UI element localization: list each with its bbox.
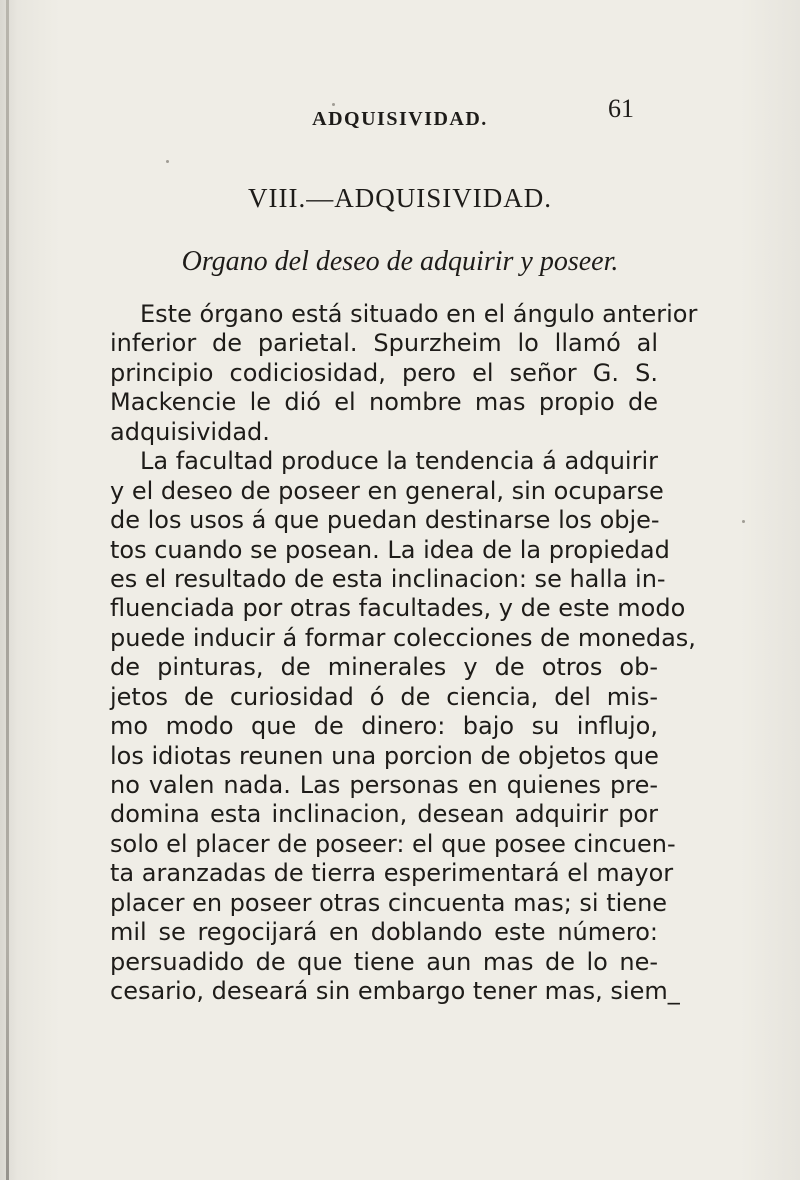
running-head: ADQUISIVIDAD.	[312, 108, 488, 130]
text-line: Este órgano está situado en el ángulo anterior	[140, 300, 698, 328]
text-line: mil se regocijará en doblando este número:	[110, 918, 658, 947]
paragraph-1	[110, 300, 698, 447]
paper-speck	[742, 520, 745, 523]
text-line: de pinturas, de minerales y de otros ob-	[110, 653, 658, 682]
text-line: La facultad produce la tendencia á adquirir	[140, 447, 658, 476]
text-line: puede inducir á formar colecciones de monedas,	[110, 623, 696, 652]
chapter-title: VIII.—ADQUISIVIDAD.	[248, 183, 552, 213]
text-line: persuadido de que tiene aun mas de lo ne-	[110, 947, 658, 976]
body-text	[110, 300, 698, 1007]
chapter-subtitle: Organo del deseo de adquirir y poseer.	[181, 246, 619, 277]
text-line: adquisividad.	[110, 417, 270, 446]
text-line: jetos de curiosidad ó de ciencia, del mis-	[110, 682, 658, 711]
text-line: y el deseo de poseer en general, sin ocuparse	[110, 476, 664, 505]
text-line: de los usos á que puedan destinarse los obje-	[110, 506, 660, 535]
text-line: es el resultado de esta inclinacion: se halla in-	[110, 564, 666, 593]
text-line: domina esta inclinacion, desean adquirir por	[110, 800, 658, 829]
text-line: Mackencie le dió el nombre mas propio de	[110, 388, 658, 417]
text-line: los idiotas reunen una porcion de objetos que	[110, 741, 659, 770]
page-number: 61	[608, 94, 634, 123]
text-line: cesario, deseará sin embargo tener mas, siem_	[110, 977, 680, 1006]
page-gutter-shadow	[6, 0, 9, 1180]
paper-speck	[332, 103, 335, 106]
text-line: ta aranzadas de tierra esperimentará el mayor	[110, 859, 674, 888]
text-line: solo el placer de poseer: el que posee cincuen-	[110, 829, 676, 858]
text-line: no valen nada. Las personas en quienes pre-	[110, 771, 658, 799]
text-line: tos cuando se posean. La idea de la propiedad	[110, 535, 670, 564]
text-line: mo modo que de dinero: bajo su influjo,	[110, 712, 658, 741]
text-line: fluenciada por otras facultades, y de este modo	[110, 594, 686, 623]
text-line: placer en poseer otras cincuenta mas; si tiene	[110, 888, 668, 917]
paper-speck	[166, 160, 169, 163]
text-line: principio codiciosidad, pero el señor G. S.	[110, 358, 658, 387]
paragraph-2	[110, 447, 696, 1006]
text-line: inferior de parietal. Spurzheim lo llamó al	[110, 329, 658, 358]
